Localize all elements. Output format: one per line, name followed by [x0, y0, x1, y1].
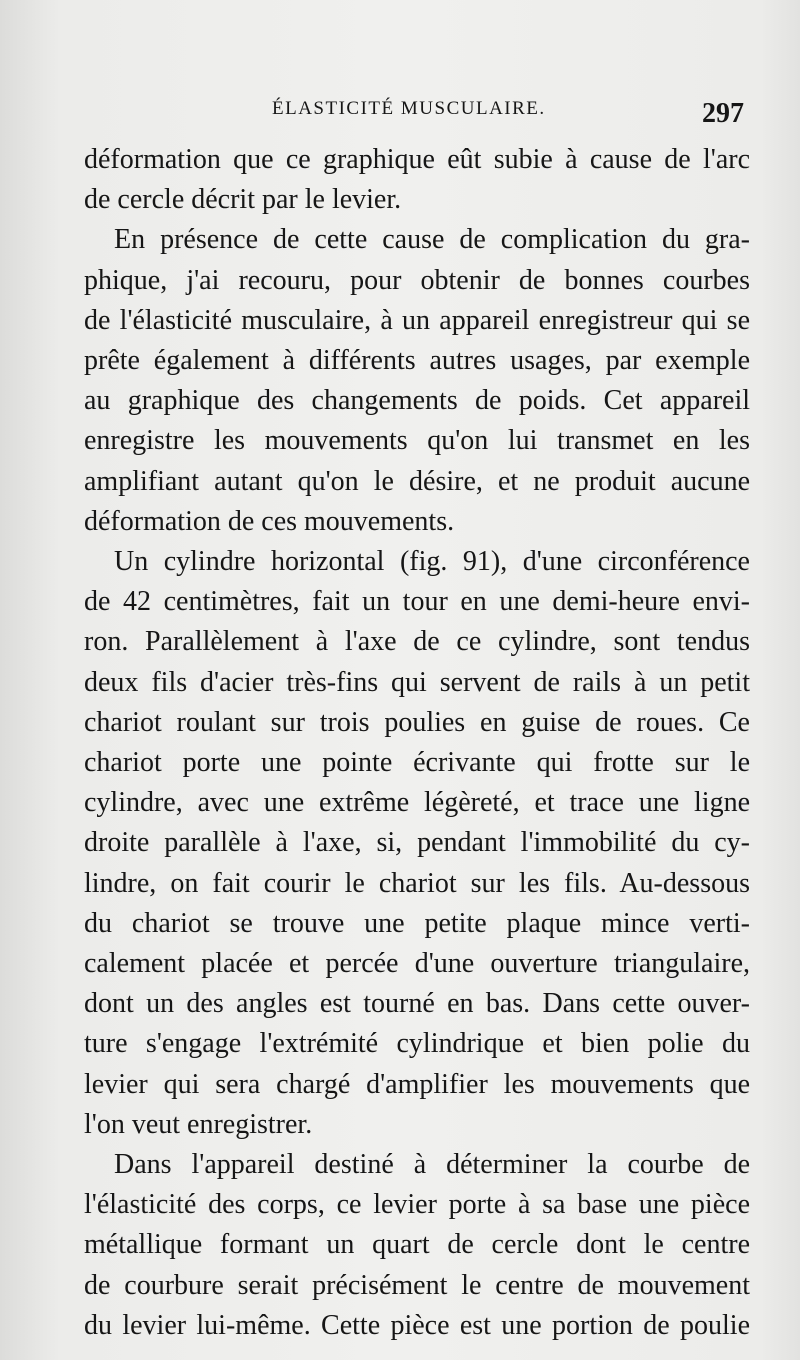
text-line: l'élasticité des corps, ce levier porte à sa base une pièce: [84, 1189, 750, 1221]
text-line: de cercle décrit par le levier.: [84, 184, 402, 216]
text-line: En présence de cette cause de complication du gra-: [114, 224, 750, 256]
text-line: levier qui sera chargé d'amplifier les mouvements que: [84, 1068, 750, 1100]
text-line: métallique formant un quart de cercle dont le centre: [84, 1229, 750, 1261]
text-line: amplifiant autant qu'on le désire, et ne produit aucune: [84, 465, 750, 497]
text-line: ture s'engage l'extrémité cylindrique et bien polie du: [84, 1028, 750, 1060]
paragraph: [84, 220, 750, 542]
text-line: ron. Parallèlement à l'axe de ce cylindre, sont tendus: [84, 626, 750, 658]
text-line: calement placée et percée d'une ouverture triangulaire,: [84, 948, 750, 980]
text-line: de 42 centimètres, fait un tour en une demi-heure envi-: [84, 586, 750, 618]
text-line: l'on veut enregistrer.: [84, 1108, 313, 1140]
text-line: dont un des angles est tourné en bas. Dans cette ouver-: [84, 988, 750, 1020]
paragraph: [84, 140, 750, 220]
text-line: chariot roulant sur trois poulies en guise de roues. Ce: [84, 706, 750, 738]
text-line: de l'élasticité musculaire, à un appareil enregistreur qui se: [84, 304, 750, 336]
text-line: de courbure serait précisément le centre de mouvement: [84, 1269, 750, 1301]
text-line: phique, j'ai recouru, pour obtenir de bonnes courbes: [84, 264, 750, 296]
text-line: enregistre les mouvements qu'on lui transmet en les: [84, 425, 750, 457]
text-line: chariot porte une pointe écrivante qui frotte sur le: [84, 747, 750, 779]
text-line: cylindre, avec une extrême légèreté, et trace une ligne: [84, 787, 750, 819]
running-title: ÉLASTICITÉ MUSCULAIRE.: [272, 98, 546, 119]
text-line: Un cylindre horizontal (fig. 91), d'une circonférence: [114, 546, 750, 578]
text-line: droite parallèle à l'axe, si, pendant l'immobilité du cy-: [84, 827, 750, 859]
page-number: 297: [702, 98, 744, 129]
paragraph: [84, 1145, 750, 1346]
text-line: prête également à différents autres usages, par exemple: [84, 345, 750, 377]
text-line: du chariot se trouve une petite plaque mince verti-: [84, 907, 750, 939]
text-line: déformation de ces mouvements.: [84, 505, 455, 537]
text-line: lindre, on fait courir le chariot sur les fils. Au-dessous: [84, 867, 750, 899]
text-line: deux fils d'acier très-fins qui servent de rails à un petit: [84, 666, 750, 698]
paragraph: [84, 542, 750, 1145]
text-line: déformation que ce graphique eût subie à cause de l'arc: [84, 144, 750, 175]
text-line: Dans l'appareil destiné à déterminer la courbe de: [114, 1149, 750, 1181]
text-line: du levier lui-même. Cette pièce est une portion de poulie: [84, 1309, 750, 1341]
text-line: au graphique des changements de poids. Cet appareil: [84, 385, 750, 417]
body-text: [84, 140, 750, 1346]
